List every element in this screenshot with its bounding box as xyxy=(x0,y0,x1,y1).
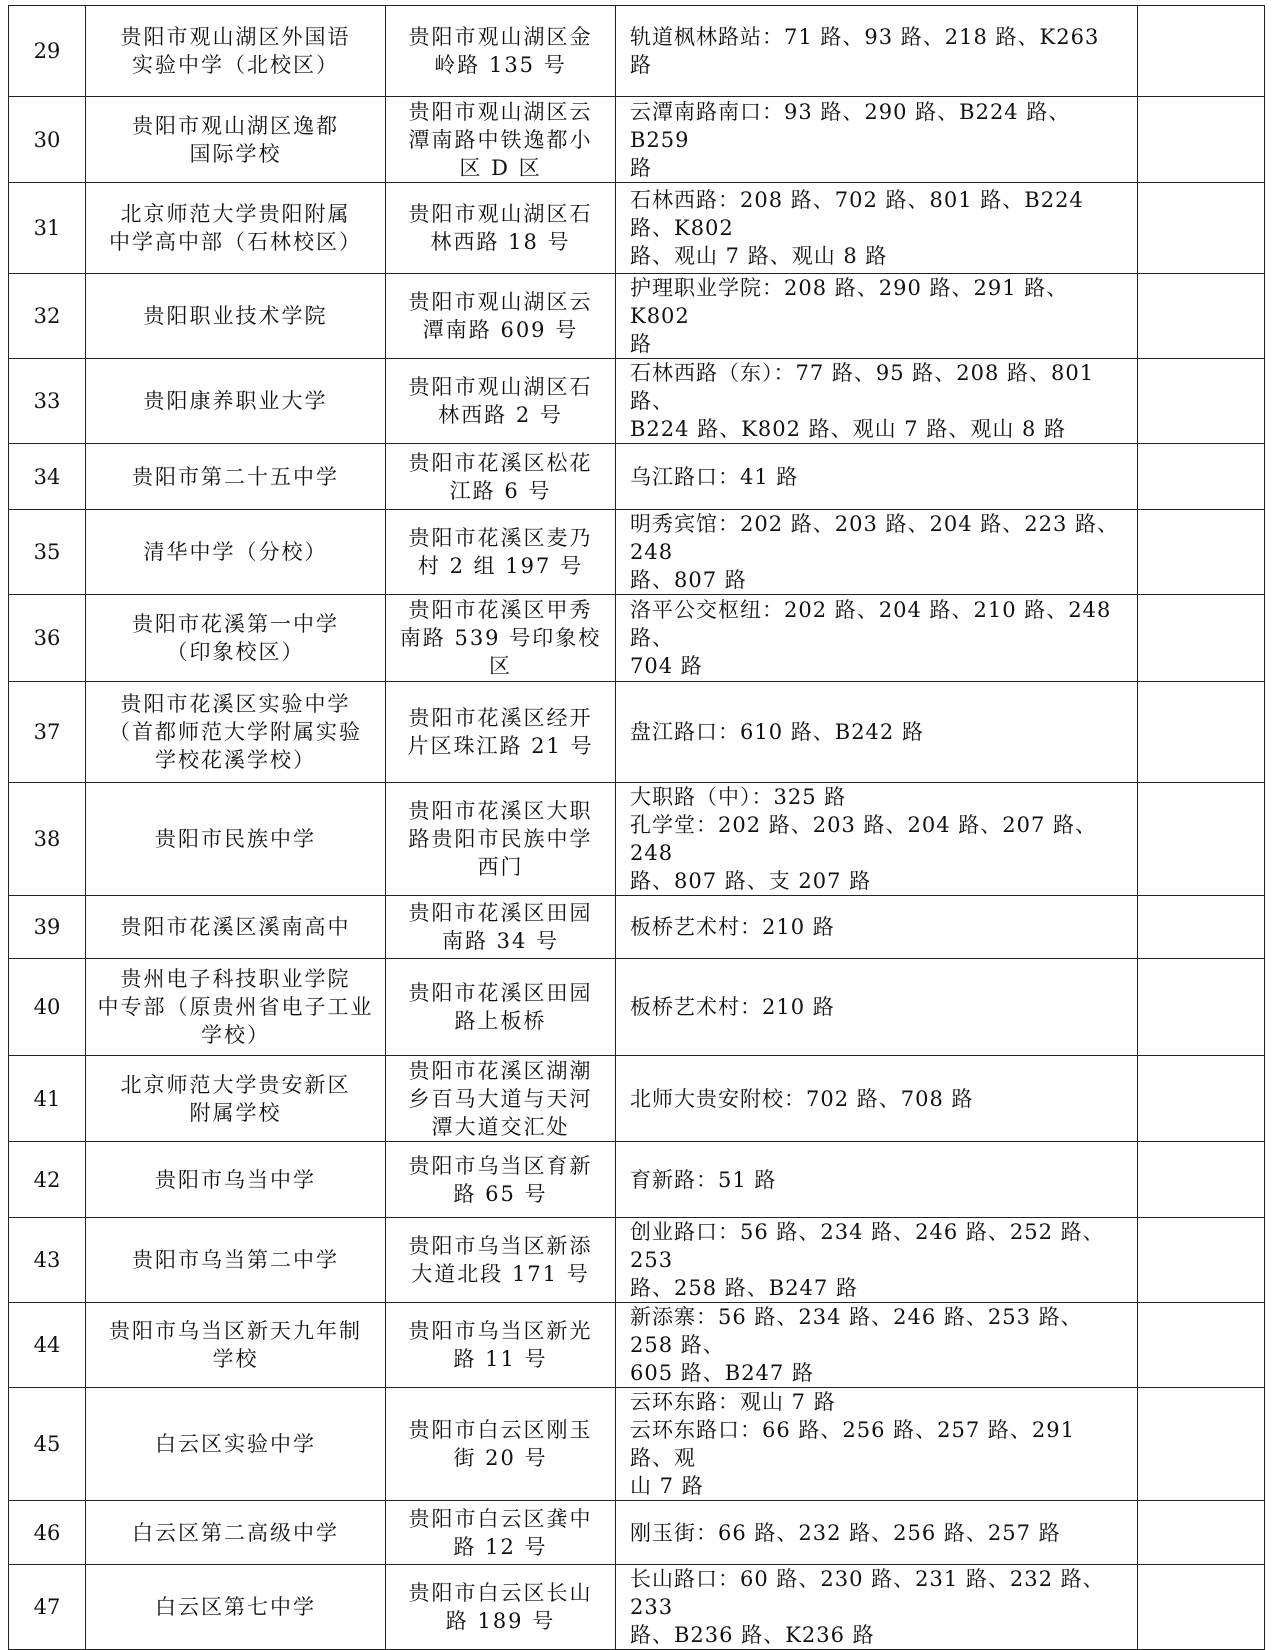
bus-routes-line: 创业路口：56 路、234 路、246 路、252 路、253 xyxy=(630,1220,1105,1272)
school-address-line: 大道北段 171 号 xyxy=(411,1262,590,1286)
row-number: 39 xyxy=(9,896,86,959)
school-address xyxy=(386,510,616,595)
table-body xyxy=(9,6,1265,1650)
school-address-line: 片区珠江路 21 号 xyxy=(407,734,594,758)
note-cell xyxy=(1138,359,1265,444)
bus-routes xyxy=(616,1218,1138,1303)
bus-routes-line: 盘江路口：610 路、B242 路 xyxy=(630,720,924,744)
bus-routes xyxy=(616,1056,1138,1142)
school-address xyxy=(386,1056,616,1142)
school-name-line: 中专部（原贵州省电子工业 xyxy=(97,995,374,1019)
school-address-line: 贵阳市观山湖区石 xyxy=(408,202,593,226)
bus-routes-line: 路、807 路 xyxy=(630,568,747,592)
school-address-line: 路 189 号 xyxy=(445,1609,556,1633)
school-address xyxy=(386,97,616,183)
school-name-line: 贵阳市观山湖区外国语 xyxy=(120,25,351,49)
table-row xyxy=(9,1142,1265,1218)
note-cell xyxy=(1138,1142,1265,1218)
school-address-line: 贵阳市花溪区湖潮 xyxy=(408,1058,593,1083)
school-address-line: 贵阳市观山湖区石 xyxy=(408,375,593,399)
school-name-line: 贵阳市花溪第一中学 xyxy=(132,612,339,636)
school-address-line: 南路 539 号印象校 xyxy=(399,626,602,650)
school-address xyxy=(386,1565,616,1650)
school-address-line: 路 11 号 xyxy=(453,1347,548,1371)
school-address xyxy=(386,595,616,682)
school-name-line: 国际学校 xyxy=(189,141,282,166)
school-name xyxy=(86,959,386,1056)
bus-routes-line: 护理职业学院：208 路、290 路、291 路、K802 xyxy=(630,276,1069,328)
table-row xyxy=(9,595,1265,682)
row-number: 40 xyxy=(9,959,86,1056)
table-row xyxy=(9,444,1265,510)
school-name xyxy=(86,682,386,783)
school-name-line: 贵阳市花溪区实验中学 xyxy=(120,692,351,716)
school-address-line: 潭南路中铁逸都小 xyxy=(408,127,593,152)
bus-routes-line: 704 路 xyxy=(630,654,703,678)
school-address-line: 路 65 号 xyxy=(453,1181,548,1206)
school-name xyxy=(86,444,386,510)
row-number: 44 xyxy=(9,1303,86,1388)
school-name xyxy=(86,359,386,444)
school-name xyxy=(86,97,386,183)
row-number: 29 xyxy=(9,6,86,97)
row-number: 42 xyxy=(9,1142,86,1218)
bus-routes-line: 路、观山 7 路、观山 8 路 xyxy=(630,244,888,268)
school-name xyxy=(86,1388,386,1501)
school-name xyxy=(86,783,386,896)
school-name-line: 学校 xyxy=(212,1347,259,1371)
note-cell xyxy=(1138,783,1265,896)
bus-routes-line: 孔学堂：202 路、203 路、204 路、207 路、248 xyxy=(630,813,1098,865)
school-address-line: 街 20 号 xyxy=(453,1446,548,1470)
school-address xyxy=(386,274,616,359)
table-row xyxy=(9,274,1265,359)
school-name-line: 贵阳市乌当区新天九年制 xyxy=(109,1319,362,1343)
row-number: 36 xyxy=(9,595,86,682)
note-cell xyxy=(1138,959,1265,1056)
row-number: 33 xyxy=(9,359,86,444)
school-address-line: 潭南路 609 号 xyxy=(422,318,579,342)
school-name xyxy=(86,510,386,595)
table-row xyxy=(9,1303,1265,1388)
bus-routes xyxy=(616,959,1138,1056)
bus-routes xyxy=(616,595,1138,682)
school-name xyxy=(86,1142,386,1218)
row-number: 46 xyxy=(9,1501,86,1565)
bus-routes xyxy=(616,510,1138,595)
bus-routes-line: 云环东路：观山 7 路 xyxy=(630,1390,836,1414)
table-row xyxy=(9,1218,1265,1303)
school-address-line: 贵阳市花溪区甲秀 xyxy=(408,598,593,622)
table-row xyxy=(9,896,1265,959)
school-address xyxy=(386,682,616,783)
note-cell xyxy=(1138,595,1265,682)
school-name-line: 学校花溪学校） xyxy=(155,748,316,772)
school-address-line: 潭大道交汇处 xyxy=(431,1114,570,1139)
table-row xyxy=(9,1056,1265,1142)
table-row xyxy=(9,1501,1265,1565)
school-name-line: 白云区第二高级中学 xyxy=(132,1520,339,1545)
note-cell xyxy=(1138,1218,1265,1303)
school-address xyxy=(386,1303,616,1388)
note-cell xyxy=(1138,1303,1265,1388)
bus-routes xyxy=(616,6,1138,97)
school-name xyxy=(86,183,386,274)
bus-routes-line: 育新路：51 路 xyxy=(630,1167,777,1192)
note-cell xyxy=(1138,183,1265,274)
table-row xyxy=(9,359,1265,444)
school-address xyxy=(386,359,616,444)
bus-routes-line: 板桥艺术村：210 路 xyxy=(630,915,835,939)
note-cell xyxy=(1138,6,1265,97)
row-number: 41 xyxy=(9,1056,86,1142)
school-address-line: 贵阳市花溪区大职 xyxy=(408,799,593,823)
school-address-line: 贵阳市白云区龚中 xyxy=(408,1506,593,1531)
bus-routes-line: 洛平公交枢纽：202 路、204 路、210 路、248 路、 xyxy=(630,598,1112,650)
table-row xyxy=(9,783,1265,896)
note-cell xyxy=(1138,896,1265,959)
note-cell xyxy=(1138,97,1265,183)
bus-routes-line: 北师大贵安附校：702 路、708 路 xyxy=(630,1086,974,1111)
note-cell xyxy=(1138,682,1265,783)
school-address-line: 贵阳市花溪区经开 xyxy=(408,706,593,730)
school-name-line: 贵阳市第二十五中学 xyxy=(132,464,339,489)
note-cell xyxy=(1138,1388,1265,1501)
school-name xyxy=(86,595,386,682)
school-address xyxy=(386,6,616,97)
row-number: 32 xyxy=(9,274,86,359)
school-name-line: 附属学校 xyxy=(189,1100,282,1125)
bus-routes-line: B224 路、K802 路、观山 7 路、观山 8 路 xyxy=(630,417,1067,441)
bus-routes-line: 石林西路（东）：77 路、95 路、208 路、801 路、 xyxy=(630,361,1095,413)
school-name xyxy=(86,274,386,359)
school-name-line: 实验中学（北校区） xyxy=(132,53,339,77)
school-address-line: 贵阳市观山湖区云 xyxy=(408,99,593,124)
school-address-line: 路贵阳市民族中学 xyxy=(408,827,593,851)
bus-routes xyxy=(616,97,1138,183)
bus-routes xyxy=(616,1565,1138,1650)
bus-routes-line: 刚玉街：66 路、232 路、256 路、257 路 xyxy=(630,1520,1061,1545)
school-name-line: 白云区实验中学 xyxy=(155,1432,316,1456)
bus-routes-line: 路、B236 路、K236 路 xyxy=(630,1623,875,1647)
bus-routes-line: 605 路、B247 路 xyxy=(630,1361,814,1385)
school-name-line: 北京师范大学贵阳附属 xyxy=(120,202,351,226)
school-address-line: 贵阳市乌当区新添 xyxy=(408,1234,593,1258)
school-name xyxy=(86,1056,386,1142)
note-cell xyxy=(1138,274,1265,359)
school-address-line: 路 12 号 xyxy=(453,1534,548,1559)
bus-routes-line: 石林西路：208 路、702 路、801 路、B224 路、K802 xyxy=(630,188,1084,240)
table-row xyxy=(9,1565,1265,1650)
school-address-line: 贵阳市花溪区田园 xyxy=(408,981,593,1005)
bus-routes-line: 轨道枫林路站：71 路、93 路、218 路、K263 路 xyxy=(630,25,1100,77)
row-number: 30 xyxy=(9,97,86,183)
school-name-line: 学校） xyxy=(201,1023,270,1047)
school-address-line: 林西路 18 号 xyxy=(430,230,571,254)
bus-routes-line: 新添寨：56 路、234 路、246 路、253 路、258 路、 xyxy=(630,1305,1083,1357)
school-address xyxy=(386,1218,616,1303)
school-address-line: 贵阳市观山湖区金 xyxy=(408,25,593,49)
bus-routes xyxy=(616,359,1138,444)
bus-routes xyxy=(616,783,1138,896)
note-cell xyxy=(1138,1565,1265,1650)
school-address-line: 贵阳市花溪区麦乃 xyxy=(408,526,593,550)
table-row xyxy=(9,183,1265,274)
school-name-line: 白云区第七中学 xyxy=(155,1595,316,1619)
school-name-line: 贵阳市花溪区溪南高中 xyxy=(120,915,351,939)
school-name-line: 贵阳市观山湖区逸都 xyxy=(132,113,339,138)
school-name xyxy=(86,1303,386,1388)
bus-routes-line: 云潭南路南口：93 路、290 路、B224 路、B259 xyxy=(630,99,1071,152)
school-address-line: 区 xyxy=(489,654,512,678)
bus-routes-line: 乌江路口：41 路 xyxy=(630,464,799,489)
school-address-line: 路上板桥 xyxy=(454,1009,547,1033)
school-name-line: 清华中学（分校） xyxy=(143,540,328,564)
bus-routes-line: 云环东路口：66 路、256 路、257 路、291 路、观 xyxy=(630,1418,1075,1470)
school-name-line: 贵阳市民族中学 xyxy=(155,827,316,851)
bus-routes xyxy=(616,183,1138,274)
table-row xyxy=(9,682,1265,783)
row-number: 45 xyxy=(9,1388,86,1501)
school-name xyxy=(86,1565,386,1650)
row-number: 43 xyxy=(9,1218,86,1303)
row-number: 34 xyxy=(9,444,86,510)
school-address-line: 贵阳市观山湖区云 xyxy=(408,290,593,314)
bus-routes xyxy=(616,1303,1138,1388)
school-name-line: 中学高中部（石林校区） xyxy=(109,230,362,254)
table-row xyxy=(9,510,1265,595)
school-address-line: 乡百马大道与天河 xyxy=(408,1086,593,1111)
school-name-line: 贵阳市乌当中学 xyxy=(155,1167,316,1192)
bus-routes-line: 路 xyxy=(630,332,652,356)
school-address xyxy=(386,444,616,510)
school-name xyxy=(86,1218,386,1303)
school-address-line: 村 2 组 197 号 xyxy=(417,554,584,578)
school-address xyxy=(386,959,616,1056)
school-name-line: （印象校区） xyxy=(166,640,305,664)
bus-routes-line: 路、258 路、B247 路 xyxy=(630,1276,858,1300)
school-address-line: 贵阳市乌当区新光 xyxy=(408,1319,593,1343)
row-number: 35 xyxy=(9,510,86,595)
school-address xyxy=(386,783,616,896)
table-row xyxy=(9,959,1265,1056)
school-address-line: 贵阳市白云区长山 xyxy=(408,1581,593,1605)
bus-routes-line: 板桥艺术村：210 路 xyxy=(630,995,835,1019)
school-name xyxy=(86,896,386,959)
note-cell xyxy=(1138,510,1265,595)
note-cell xyxy=(1138,1056,1265,1142)
school-address-line: 西门 xyxy=(477,855,524,879)
note-cell xyxy=(1138,1501,1265,1565)
row-number: 31 xyxy=(9,183,86,274)
school-address-line: 贵阳市乌当区育新 xyxy=(408,1153,593,1178)
school-address xyxy=(386,896,616,959)
bus-routes xyxy=(616,1501,1138,1565)
school-address xyxy=(386,1388,616,1501)
bus-routes xyxy=(616,1142,1138,1218)
school-address xyxy=(386,1142,616,1218)
school-bus-table xyxy=(8,5,1265,1650)
school-name-line: 贵阳康养职业大学 xyxy=(143,389,328,413)
school-address-line: 区 D 区 xyxy=(459,155,542,180)
school-address-line: 贵阳市花溪区松花 xyxy=(408,450,593,475)
table-row xyxy=(9,97,1265,183)
school-name-line: 北京师范大学贵安新区 xyxy=(120,1072,351,1097)
note-cell xyxy=(1138,444,1265,510)
table-row xyxy=(9,1388,1265,1501)
bus-routes-line: 明秀宾馆：202 路、203 路、204 路、223 路、248 xyxy=(630,512,1120,564)
row-number: 37 xyxy=(9,682,86,783)
row-number: 47 xyxy=(9,1565,86,1650)
row-number: 38 xyxy=(9,783,86,896)
bus-routes-line: 大职路（中）：325 路 xyxy=(630,785,847,809)
bus-routes-line: 路、807 路、支 207 路 xyxy=(630,869,872,893)
school-address-line: 南路 34 号 xyxy=(441,929,560,953)
school-name-line: 贵州电子科技职业学院 xyxy=(120,967,351,991)
bus-routes-line: 路 xyxy=(630,155,652,180)
bus-routes-line: 长山路口：60 路、230 路、231 路、232 路、233 xyxy=(630,1567,1105,1619)
school-name-line: （首都师范大学附属实验 xyxy=(109,720,362,744)
bus-routes xyxy=(616,896,1138,959)
school-name-line: 贵阳职业技术学院 xyxy=(143,304,328,328)
school-address xyxy=(386,183,616,274)
bus-routes xyxy=(616,444,1138,510)
school-address-line: 贵阳市白云区刚玉 xyxy=(408,1418,593,1442)
table-row xyxy=(9,6,1265,97)
bus-routes xyxy=(616,682,1138,783)
school-address-line: 岭路 135 号 xyxy=(434,53,567,77)
school-address xyxy=(386,1501,616,1565)
school-address-line: 贵阳市花溪区田园 xyxy=(408,901,593,925)
bus-routes xyxy=(616,274,1138,359)
school-address-line: 江路 6 号 xyxy=(449,478,552,503)
bus-routes-line: 山 7 路 xyxy=(630,1474,704,1498)
school-name xyxy=(86,6,386,97)
school-name xyxy=(86,1501,386,1565)
school-name-line: 贵阳市乌当第二中学 xyxy=(132,1248,339,1272)
school-address-line: 林西路 2 号 xyxy=(438,403,563,427)
bus-routes xyxy=(616,1388,1138,1501)
